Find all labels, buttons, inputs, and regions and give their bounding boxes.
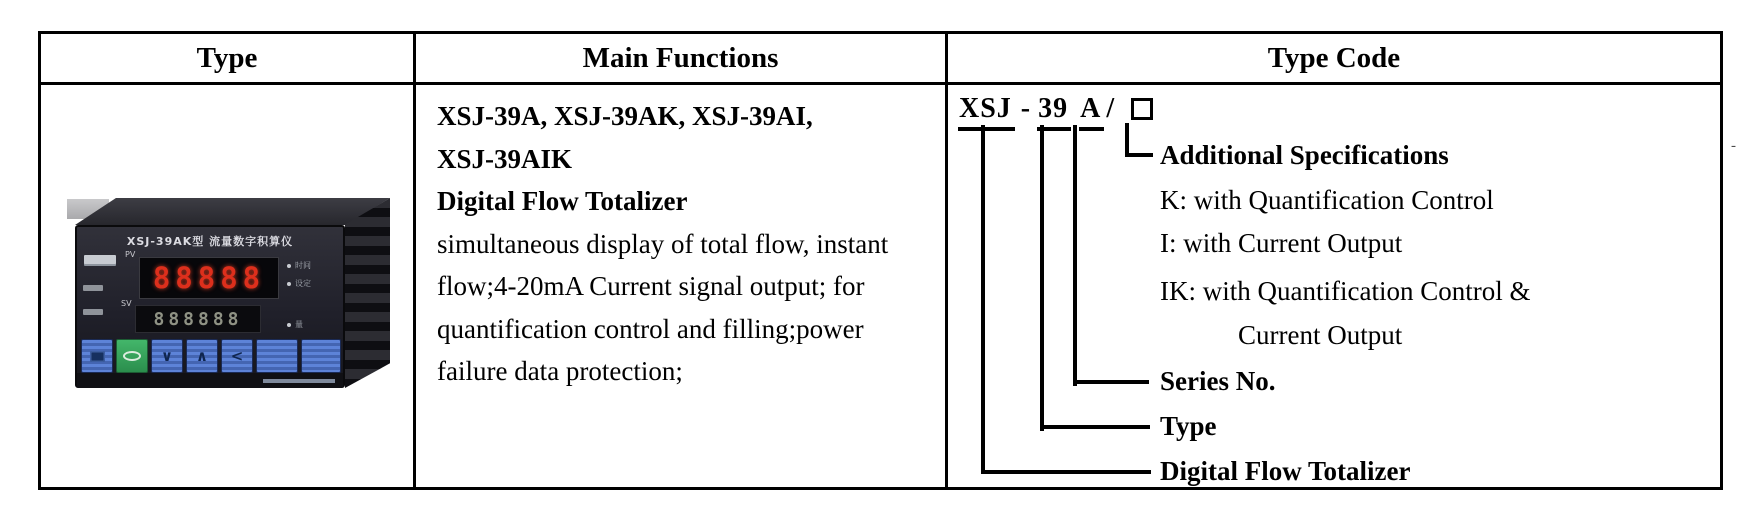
indicator-set-label: 设定 bbox=[295, 279, 311, 288]
totalizer-label: Digital Flow Totalizer bbox=[1160, 456, 1411, 486]
model-list-line1: XSJ-39A, XSJ-39AK, XSJ-39AI, bbox=[437, 101, 813, 131]
manufacturer-microtext bbox=[263, 379, 335, 383]
code-prefix: XSJ bbox=[958, 93, 1015, 131]
description-line2: flow;4-20mA Current signal output; for bbox=[437, 271, 865, 301]
chevron-up-icon: ∧ bbox=[195, 347, 209, 365]
description-line1: simultaneous display of total flow, instant bbox=[437, 228, 889, 259]
indicator-time bbox=[287, 260, 311, 271]
device-down-button bbox=[151, 339, 183, 373]
option-i: I: with Current Output bbox=[1160, 228, 1403, 258]
indicator-time-label: 时间 bbox=[295, 261, 311, 270]
header-main-functions bbox=[416, 34, 948, 85]
device-up-button bbox=[186, 339, 218, 373]
device-button-row bbox=[81, 339, 341, 373]
indicator-led-icon bbox=[287, 323, 291, 327]
code-dash: - bbox=[1020, 93, 1032, 124]
header-type-code bbox=[948, 34, 1720, 85]
indicator-led-icon bbox=[287, 264, 291, 268]
set-oval-icon bbox=[123, 351, 141, 361]
device-logo-button bbox=[81, 339, 113, 373]
header-type-code-label: Type Code bbox=[1267, 41, 1401, 74]
code-series: 39 bbox=[1037, 93, 1071, 131]
code-type: A bbox=[1079, 93, 1104, 131]
device-shift-button bbox=[221, 339, 253, 373]
type-cell bbox=[41, 85, 416, 487]
panel-tag-1 bbox=[83, 285, 103, 291]
indicator-qty-label: 量 bbox=[295, 320, 303, 329]
panel-tag-2 bbox=[83, 309, 103, 315]
device-front-panel bbox=[75, 225, 345, 388]
device-photo bbox=[62, 153, 395, 403]
additional-specs-title: Additional Specifications bbox=[1160, 140, 1449, 170]
device-top-face bbox=[75, 198, 390, 225]
header-type bbox=[41, 34, 416, 85]
header-main-functions-label: Main Functions bbox=[582, 41, 779, 74]
stray-mark: - bbox=[1731, 138, 1736, 154]
option-ik: IK: with Quantification Control & bbox=[1160, 276, 1531, 306]
type-code-cell bbox=[948, 85, 1720, 487]
connector-line-prefix bbox=[981, 125, 985, 474]
secondary-led-display bbox=[135, 305, 261, 333]
code-slash: / bbox=[1106, 93, 1116, 124]
device-blank-button-1 bbox=[256, 339, 298, 373]
description-line3: quantification control and filling;power bbox=[437, 313, 864, 344]
option-ik-continued: Current Output bbox=[1238, 320, 1403, 350]
device-blank-button-2 bbox=[301, 339, 341, 373]
connector-elbow-totalizer bbox=[981, 470, 1151, 474]
product-spec-table bbox=[38, 31, 1723, 490]
secondary-led-digits: 888888 bbox=[153, 308, 243, 330]
connector-line-box bbox=[1125, 123, 1129, 157]
connector-elbow-series bbox=[1073, 380, 1149, 384]
type-label: Type bbox=[1160, 411, 1217, 441]
connector-line-type bbox=[1073, 125, 1077, 386]
description-line4: failure data protection; bbox=[437, 356, 683, 386]
indicator-led-icon bbox=[287, 282, 291, 286]
device-set-button bbox=[116, 339, 148, 373]
device-brand-logo bbox=[84, 255, 116, 264]
connector-elbow-additional bbox=[1125, 153, 1153, 157]
device-bottom-strip bbox=[77, 373, 343, 388]
device-side-vents bbox=[345, 198, 390, 388]
pv-label: PV bbox=[125, 250, 136, 259]
indicator-set bbox=[287, 278, 311, 289]
indicator-qty bbox=[287, 319, 303, 330]
model-list-line2: XSJ-39AIK bbox=[437, 143, 573, 174]
option-k: K: with Quantification Control bbox=[1160, 185, 1494, 215]
sv-label: SV bbox=[121, 299, 132, 308]
header-type-label: Type bbox=[196, 41, 258, 74]
main-functions-cell bbox=[416, 85, 948, 487]
series-no-label: Series No. bbox=[1160, 366, 1276, 396]
chevron-down-icon: ∨ bbox=[160, 347, 174, 365]
chevron-left-icon: < bbox=[230, 347, 244, 365]
code-placeholder-box bbox=[1131, 98, 1153, 120]
connector-elbow-type bbox=[1040, 425, 1150, 429]
main-led-digits: 88888 bbox=[152, 261, 266, 295]
logo-emblem-icon bbox=[90, 351, 105, 362]
device-title: XSJ-39AK型 流量数字积算仪 bbox=[126, 235, 294, 248]
connector-line-series bbox=[1040, 125, 1044, 431]
type-code-string bbox=[958, 93, 1153, 131]
product-name: Digital Flow Totalizer bbox=[437, 186, 688, 216]
main-led-display bbox=[139, 257, 279, 299]
